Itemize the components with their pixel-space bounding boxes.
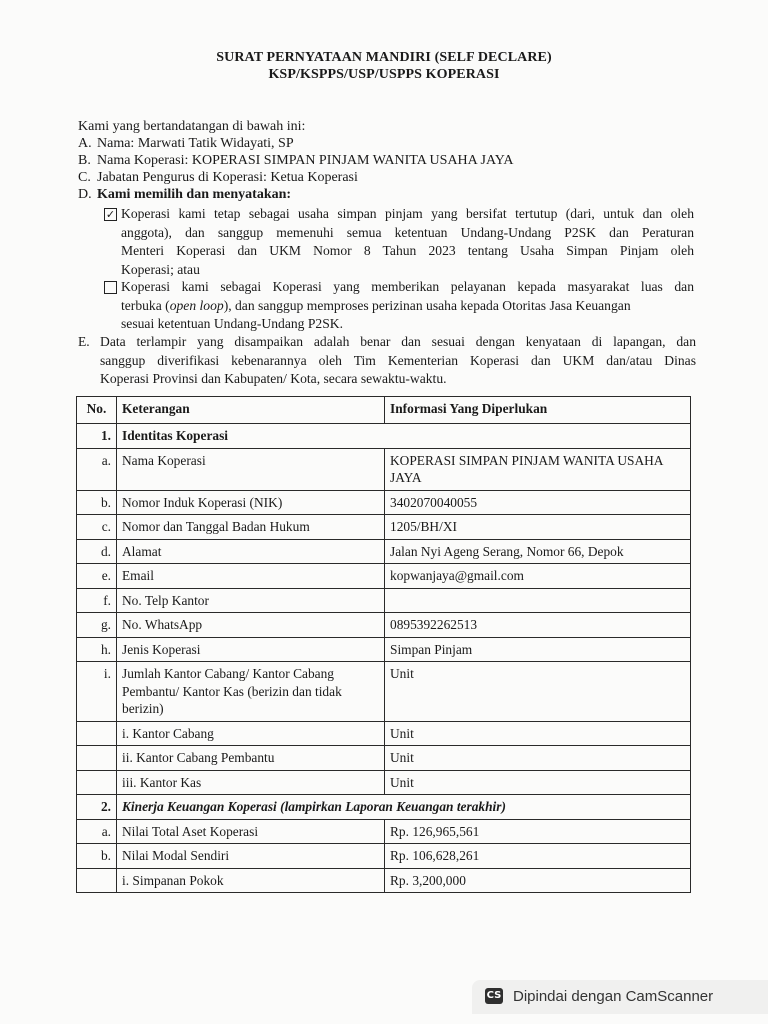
option-open-loop[interactable] bbox=[104, 278, 694, 334]
row-keterangan: Nilai Modal Sendiri bbox=[117, 844, 385, 869]
item-e-line: sanggup diverifikasi kebenarannya oleh Tim Kementerian Koperasi dan UKM dan/atau Dinas bbox=[100, 352, 696, 368]
row-keterangan: iii. Kantor Kas bbox=[117, 770, 385, 795]
table-row bbox=[77, 662, 691, 722]
item-e-key: E. bbox=[78, 334, 90, 349]
option-open-loop-term: open loop bbox=[169, 297, 224, 313]
table-row bbox=[77, 515, 691, 540]
section-title: Identitas Koperasi bbox=[117, 424, 691, 449]
row-no: a. bbox=[77, 448, 117, 490]
section-row bbox=[77, 795, 691, 820]
camscanner-text: Dipindai dengan CamScanner bbox=[513, 988, 714, 1005]
row-no: d. bbox=[77, 539, 117, 564]
item-c-key: C. bbox=[78, 170, 91, 185]
section-row bbox=[77, 424, 691, 449]
row-keterangan: No. WhatsApp bbox=[117, 613, 385, 638]
table-row bbox=[77, 564, 691, 589]
item-b-key: B. bbox=[78, 153, 91, 168]
item-d-key: D. bbox=[78, 187, 92, 202]
row-no: h. bbox=[77, 637, 117, 662]
option-closed-loop-line: Koperasi; atau bbox=[121, 261, 200, 277]
table-row bbox=[77, 637, 691, 662]
row-informasi: Unit bbox=[385, 770, 691, 795]
item-e bbox=[78, 333, 696, 389]
row-informasi: Unit bbox=[385, 662, 691, 722]
option-closed-loop[interactable] bbox=[104, 205, 694, 279]
row-informasi: Jalan Nyi Ageng Serang, Nomor 66, Depok bbox=[385, 539, 691, 564]
row-no: c. bbox=[77, 515, 117, 540]
table-row bbox=[77, 746, 691, 771]
option-open-loop-line: Koperasi kami sebagai Koperasi yang memberikan pelayanan kepada masyarakat luas dan bbox=[121, 279, 694, 294]
section-title: Kinerja Keuangan Koperasi (lampirkan Laporan Keuangan terakhir) bbox=[117, 795, 691, 820]
row-informasi: kopwanjaya@gmail.com bbox=[385, 564, 691, 589]
row-no: b. bbox=[77, 844, 117, 869]
document-subtitle: KSP/KSPPS/USP/USPPS KOPERASI bbox=[268, 67, 500, 82]
item-c-text: Jabatan Pengurus di Koperasi: Ketua Koperasi bbox=[97, 170, 358, 185]
document-title: SURAT PERNYATAAN MANDIRI (SELF DECLARE) bbox=[216, 50, 552, 65]
option-closed-loop-line: Koperasi kami tetap sebagai usaha simpan pinjam yang bersifat tertutup (dari, untuk dan oleh bbox=[121, 206, 694, 221]
option-open-loop-line: sesuai ketentuan Undang-Undang P2SK. bbox=[121, 316, 343, 331]
row-keterangan: Nama Koperasi bbox=[117, 448, 385, 490]
row-informasi: Rp. 3,200,000 bbox=[385, 868, 691, 893]
header-informasi: Informasi Yang Diperlukan bbox=[385, 397, 691, 424]
row-keterangan: Nilai Total Aset Koperasi bbox=[117, 819, 385, 844]
section-no: 2. bbox=[77, 795, 117, 820]
table-row bbox=[77, 819, 691, 844]
item-a-key: A. bbox=[78, 136, 92, 151]
row-keterangan: Jenis Koperasi bbox=[117, 637, 385, 662]
table-row bbox=[77, 721, 691, 746]
row-no: i. bbox=[77, 662, 117, 722]
row-no: e. bbox=[77, 564, 117, 589]
row-keterangan: ii. Kantor Cabang Pembantu bbox=[117, 746, 385, 771]
item-a-text: Nama: Marwati Tatik Widayati, SP bbox=[97, 136, 294, 151]
row-keterangan: Nomor Induk Koperasi (NIK) bbox=[117, 490, 385, 515]
item-d-text: Kami memilih dan menyatakan: bbox=[97, 187, 292, 202]
row-keterangan: No. Telp Kantor bbox=[117, 588, 385, 613]
table-row bbox=[77, 613, 691, 638]
option-closed-loop-line: anggota), dan sanggup memenuhi semua ketentuan Undang-Undang P2SK dan Peraturan bbox=[121, 224, 694, 240]
table-row bbox=[77, 539, 691, 564]
row-informasi: KOPERASI SIMPAN PINJAM WANITA USAHA JAYA bbox=[385, 448, 691, 490]
table-row bbox=[77, 844, 691, 869]
info-table bbox=[76, 396, 691, 893]
camscanner-logo-icon: CS bbox=[485, 988, 503, 1004]
row-no: b. bbox=[77, 490, 117, 515]
option-open-loop-checkbox[interactable] bbox=[104, 281, 117, 294]
option-closed-loop-line: Menteri Koperasi dan UKM Nomor 8 Tahun 2023 tentang Usaha Simpan Pinjam oleh bbox=[121, 243, 694, 258]
option-open-loop-line bbox=[121, 297, 694, 316]
table-row bbox=[77, 868, 691, 893]
row-keterangan: Jumlah Kantor Cabang/ Kantor Cabang Pembantu/ Kantor Kas (berizin dan tidak berizin) bbox=[117, 662, 385, 722]
option-open-loop-text: terbuka ( bbox=[121, 297, 170, 313]
row-informasi: 0895392262513 bbox=[385, 613, 691, 638]
item-e-line: Koperasi Provinsi dan Kabupaten/ Kota, secara sewaktu-waktu. bbox=[100, 371, 447, 386]
row-informasi: Rp. 126,965,561 bbox=[385, 819, 691, 844]
row-no: g. bbox=[77, 613, 117, 638]
row-informasi: 1205/BH/XI bbox=[385, 515, 691, 540]
intro-text: Kami yang bertandatangan di bawah ini: bbox=[78, 119, 306, 134]
item-b-text: Nama Koperasi: KOPERASI SIMPAN PINJAM WANITA USAHA JAYA bbox=[97, 153, 514, 168]
item-e-line: Data terlampir yang disampaikan adalah benar dan sesuai dengan kenyataan di lapangan, dan bbox=[100, 334, 696, 349]
header-keterangan: Keterangan bbox=[117, 397, 385, 424]
row-informasi: Simpan Pinjam bbox=[385, 637, 691, 662]
table-row bbox=[77, 588, 691, 613]
row-informasi: 3402070040055 bbox=[385, 490, 691, 515]
camscanner-watermark bbox=[472, 980, 768, 1014]
row-no: f. bbox=[77, 588, 117, 613]
row-no bbox=[77, 770, 117, 795]
row-no: a. bbox=[77, 819, 117, 844]
row-no bbox=[77, 746, 117, 771]
row-informasi: Unit bbox=[385, 746, 691, 771]
table-row bbox=[77, 490, 691, 515]
table-row bbox=[77, 770, 691, 795]
table-row bbox=[77, 448, 691, 490]
option-open-loop-text: ), dan sanggup memproses perizinan usaha kepada Otoritas Jasa Keuangan bbox=[223, 297, 631, 313]
row-keterangan: i. Kantor Cabang bbox=[117, 721, 385, 746]
row-keterangan: Email bbox=[117, 564, 385, 589]
row-informasi bbox=[385, 588, 691, 613]
row-keterangan: i. Simpanan Pokok bbox=[117, 868, 385, 893]
row-informasi: Rp. 106,628,261 bbox=[385, 844, 691, 869]
option-closed-loop-checkbox[interactable]: ✓ bbox=[105, 208, 116, 221]
row-keterangan: Nomor dan Tanggal Badan Hukum bbox=[117, 515, 385, 540]
header-no: No. bbox=[77, 397, 117, 424]
row-no bbox=[77, 868, 117, 893]
table-header-row bbox=[77, 397, 691, 424]
row-informasi: Unit bbox=[385, 721, 691, 746]
row-no bbox=[77, 721, 117, 746]
section-no: 1. bbox=[77, 424, 117, 449]
row-keterangan: Alamat bbox=[117, 539, 385, 564]
